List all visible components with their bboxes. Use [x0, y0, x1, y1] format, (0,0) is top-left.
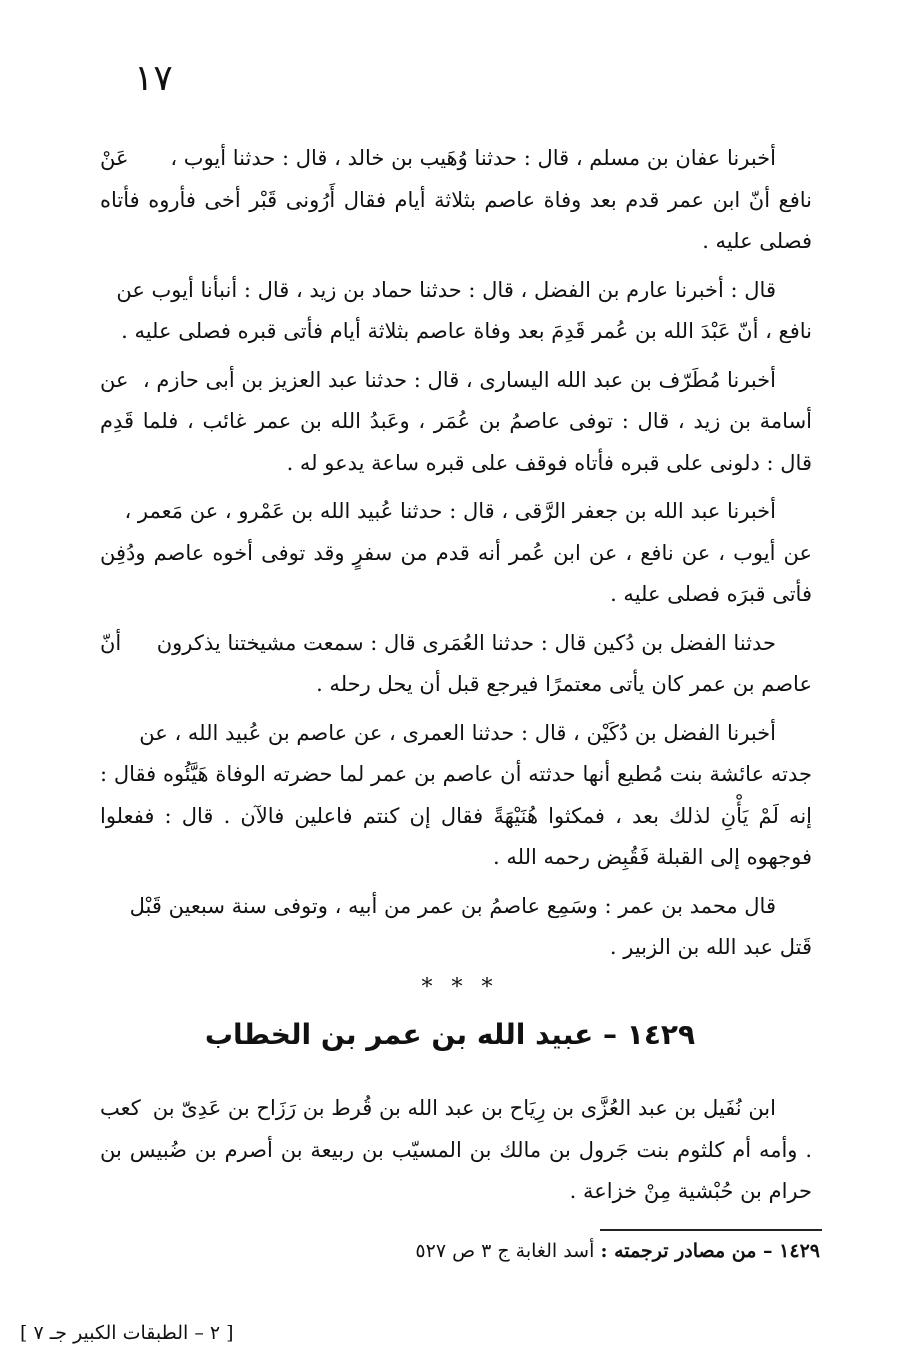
paragraph [100, 138, 812, 263]
paragraph-rest: جدته عائشة بنت مُطيع أنها حدثته أن عاصم بن عمر لما حضرته الوفاة هَيَّئُوه فقال : إنه لَمْ يَأْنِ لذلك بعد ، فمكثوا هُنَيْهَةً فقال إن كنتم فاعلين فالآن . قال : ففعلوا فوجهوه إلى القبلة فَقُبِض رحمه الله . [100, 762, 812, 869]
paragraph-rest: عن أسامة بن زيد ، قال : توفى عاصمُ بن عُمَر ، وعَبدُ الله بن عمر غائب ، فلما قَدِم قال : دلونى على قبره فأتاه فوقف على قبره ساعة يدعو له . [100, 367, 812, 475]
biography-paragraph [100, 1088, 812, 1213]
paragraph [100, 491, 812, 616]
footer-volume-reference: [ ٢ – الطبقات الكبير جـ ٧ ] [20, 1322, 234, 1344]
section-separator: * * * [421, 975, 499, 1000]
footnote-label: ١٤٢٩ – من مصادر ترجمته : [600, 1240, 820, 1262]
footnote-rule [600, 1229, 822, 1231]
paragraph-first-line: ابن نُفَيل بن عبد العُزَّى بن رِيَاح بن عبد الله بن قُرط بن رَزَاح بن عَدِىّ بن [152, 1096, 776, 1120]
paragraph [100, 360, 812, 485]
paragraph-first-line: أخبرنا الفضل بن دُكَيْن ، قال : حدثنا العمرى ، عن عاصم بن عُبيد الله ، عن [139, 720, 776, 745]
paragraph-rest: عَنْ نافع أنّ ابن عمر قدم بعد وفاة عاصم بثلاثة أيام فقال أَرُونى قَبْر أخى فأروه فأتاه فصلى عليه . [100, 146, 812, 253]
paragraph [100, 623, 812, 706]
paragraph-rest: نافع ، أنّ عَبْدَ الله بن عُمر قَدِمَ بعد وفاة عاصم بثلاثة أيام فأتى قبره فصلى عليه . [121, 319, 812, 343]
paragraph-rest: عن أيوب ، عن نافع ، عن ابن عُمر أنه قدم من سفرٍ وقد توفى أخوه عاصم ودُفِن فأتى قبرَه فصلى عليه . [100, 540, 812, 606]
paragraph-rest: قَتل عبد الله بن الزبير . [609, 935, 812, 959]
paragraph-first-line: أخبرنا عفان بن مسلم ، قال : حدثنا وُهَيب بن خالد ، قال : حدثنا أيوب ، [170, 146, 776, 170]
paragraph-first-line: قال محمد بن عمر : وسَمِع عاصمُ بن عمر من أبيه ، وتوفى سنة سبعين قَبْل [129, 893, 776, 918]
paragraph-first-line: أخبرنا عبد الله بن جعفر الرَّقى ، قال : حدثنا عُبيد الله بن عَمْرو ، عن مَعمر ، [124, 499, 776, 523]
paragraph [100, 713, 812, 879]
footnote-text: أسد الغابة ج ٣ ص ٥٢٧ [415, 1240, 595, 1262]
section-heading: ١٤٢٩ – عبيد الله بن عمر بن الخطاب [204, 1018, 696, 1051]
paragraph-rest: كعب . وأمه أم كلثوم بنت جَرول بن مالك بن المسيّب بن ربيعة بن أصرم بن ضُبيس بن حرام بن حُبْشية مِنْ خزاعة . [100, 1096, 812, 1203]
paragraph-rest: أنّ عاصم بن عمر كان يأتى معتمرًا فيرجع قبل أن يحل رحله . [100, 630, 812, 696]
footnote [300, 1240, 820, 1262]
paragraph-first-line: أخبرنا مُطَرّف بن عبد الله اليسارى ، قال : حدثنا عبد العزيز بن أبى حازم ، [142, 367, 776, 392]
page-number: ١٧ [134, 58, 173, 99]
paragraph [100, 886, 812, 969]
paragraph-first-line: حدثنا الفضل بن دُكين قال : حدثنا العُمَرى قال : سمعت مشيختنا يذكرون [156, 630, 776, 655]
paragraph [100, 270, 812, 353]
paragraph-first-line: قال : أخبرنا عارم بن الفضل ، قال : حدثنا حماد بن زيد ، قال : أنبأنا أيوب عن [116, 277, 776, 302]
body-text [100, 138, 812, 976]
